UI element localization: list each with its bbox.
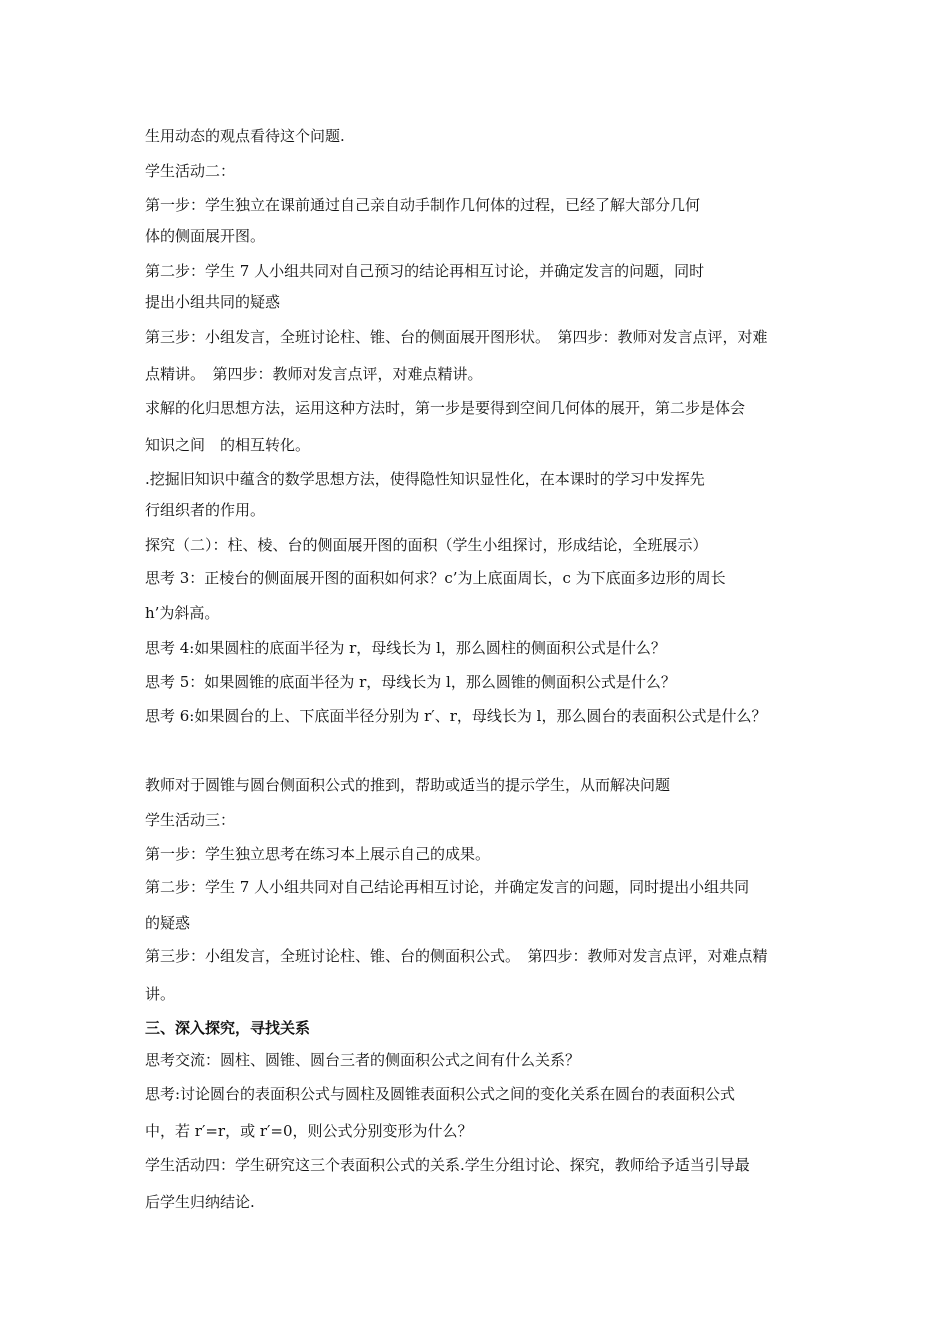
text-line: 学生活动二：	[145, 162, 236, 180]
text-line: 体的侧面展开图。	[145, 227, 266, 245]
text-line: .挖掘旧知识中蕴含的数学思想方法，使得隐性知识显性化，在本课时的学习中发挥先	[145, 470, 705, 488]
text-line: 讲。	[145, 985, 176, 1003]
text-line: 思考:讨论圆台的表面积公式与圆柱及圆锥表面积公式之间的变化关系在圆台的表面积公式	[145, 1085, 736, 1103]
text-line: 思考 3：正棱台的侧面展开图的面积如何求？c’为上底面周长，c 为下底面多边形的周长	[145, 569, 726, 587]
text-line: 第三步：小组发言，全班讨论柱、锥、台的侧面展开图形状。 第四步：教师对发言点评，对难	[145, 328, 768, 346]
text-line: h’为斜高。	[145, 604, 220, 622]
text-line: 后学生归纳结论.	[145, 1193, 255, 1211]
text-line: 第二步：学生 7 人小组共同对自己结论再相互讨论，并确定发言的问题，同时提出小组共同	[145, 878, 750, 896]
text-line: 思考 6:如果圆台的上、下底面半径分别为 r′、r，母线长为 l，那么圆台的表面积公式是什么？	[145, 707, 767, 725]
text-line: 知识之间 的相互转化。	[145, 436, 311, 454]
text-line: 第一步：学生独立思考在练习本上展示自己的成果。	[145, 845, 491, 863]
text-line: 求解的化归思想方法，运用这种方法时，第一步是要得到空间几何体的展开，第二步是体会	[145, 399, 746, 417]
text-line: 探究（二）：柱、棱、台的侧面展开图的面积（学生小组探讨，形成结论，全班展示）	[145, 536, 708, 554]
text-line: 的疑惑	[145, 914, 191, 932]
section-heading: 三、深入探究，寻找关系	[145, 1019, 311, 1037]
text-line: 教师对于圆锥与圆台侧面积公式的推到，帮助或适当的提示学生，从而解决问题	[145, 776, 671, 794]
text-line: 思考 4:如果圆柱的底面半径为 r，母线长为 l，那么圆柱的侧面积公式是什么？	[145, 639, 666, 657]
text-line: 学生活动四：学生研究这三个表面积公式的关系.学生分组讨论、探究，教师给予适当引导最	[145, 1156, 750, 1174]
text-line: 思考交流：圆柱、圆锥、圆台三者的侧面积公式之间有什么关系？	[145, 1051, 581, 1069]
text-line: 生用动态的观点看待这个问题.	[145, 127, 345, 145]
text-line: 学生活动三：	[145, 811, 236, 829]
text-line: 思考 5：如果圆锥的底面半径为 r，母线长为 l，那么圆锥的侧面积公式是什么？	[145, 673, 676, 691]
text-line: 中，若 r′=r，或 r′=0，则公式分别变形为什么？	[145, 1122, 473, 1140]
text-line: 第二步：学生 7 人小组共同对自己预习的结论再相互讨论，并确定发言的问题，同时	[145, 262, 705, 280]
text-line: 第一步：学生独立在课前通过自己亲自动手制作几何体的过程，已经了解大部分几何	[145, 196, 701, 214]
text-line: 第三步：小组发言，全班讨论柱、锥、台的侧面积公式。 第四步：教师对发言点评，对难点精	[145, 947, 768, 965]
text-line: 行组织者的作用。	[145, 501, 266, 519]
text-line: 提出小组共同的疑惑	[145, 293, 281, 311]
text-line: 点精讲。 第四步：教师对发言点评，对难点精讲。	[145, 365, 483, 383]
